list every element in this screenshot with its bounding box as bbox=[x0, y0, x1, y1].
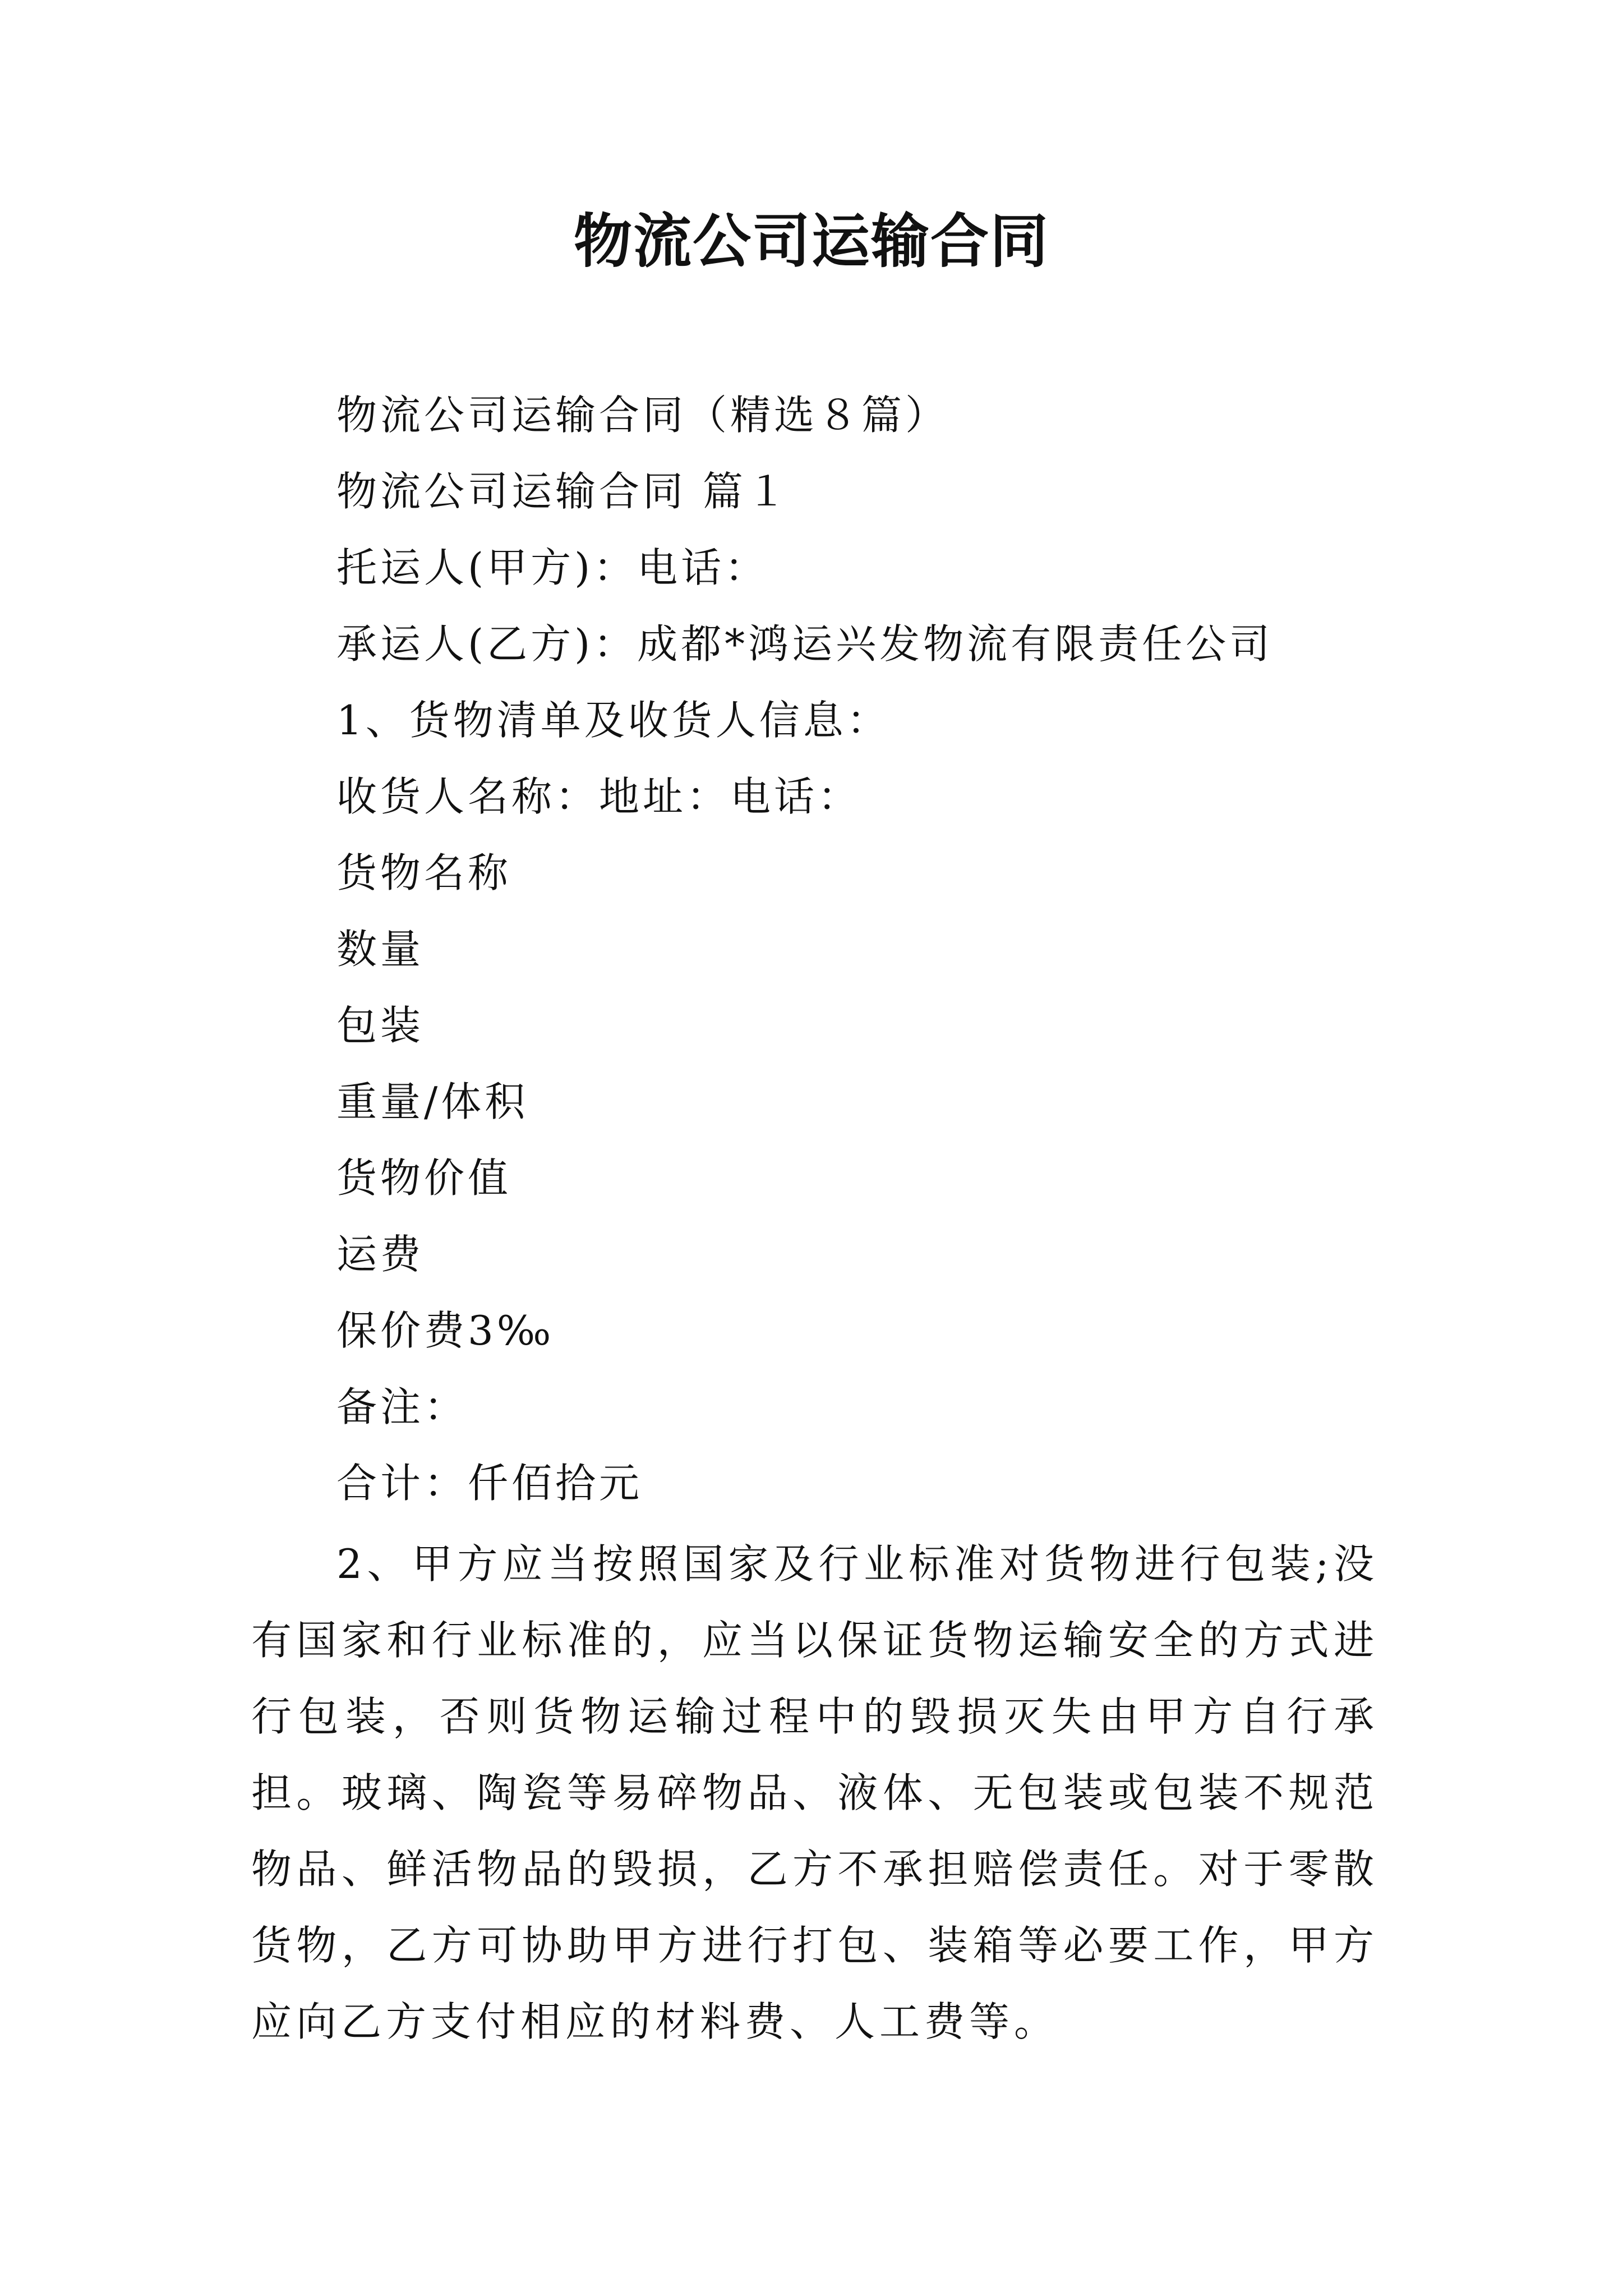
clause-2-paragraph: 2、甲方应当按照国家及行业标准对货物进行包装;没有国家和行业标准的，应当以保证货物运输安全的方式进行包装，否则货物运输过程中的毁损灭失由甲方自行承担。玻璃、陶瓷等易碎物品、液体、无包装或包装不规范物品、鲜活物品的毁损，乙方不承担赔偿责任。对于零散货物，乙方可协助甲方进行打包、装箱等必要工作，甲方应向乙方支付相应的材料费、人工费等。 bbox=[251, 1540, 1378, 2045]
document-title: 物流公司运输合同 bbox=[573, 206, 1049, 275]
subtitle-line: 物流公司运输合同（精选８篇） bbox=[336, 392, 949, 439]
weight-volume-line: 重量/体积 bbox=[336, 1078, 529, 1125]
goods-value-line: 货物价值 bbox=[336, 1154, 512, 1202]
section-heading: 物流公司运输合同 篇１ bbox=[336, 468, 790, 515]
packaging-line: 包装 bbox=[336, 1002, 425, 1049]
consignee-line: 收货人名称：地址：电话： bbox=[336, 773, 862, 820]
freight-line: 运费 bbox=[336, 1231, 425, 1278]
quantity-line: 数量 bbox=[336, 926, 425, 973]
insurance-fee-line: 保价费3‰ bbox=[336, 1307, 555, 1354]
goods-name-line: 货物名称 bbox=[336, 849, 512, 896]
total-line: 合计：仟佰拾元 bbox=[336, 1460, 643, 1507]
remarks-line: 备注： bbox=[336, 1383, 468, 1430]
shipper-line: 托运人(甲方)：电话： bbox=[336, 544, 769, 591]
clause-1-heading: 1、货物清单及收货人信息： bbox=[336, 697, 891, 744]
carrier-line: 承运人(乙方)：成都*鸿运兴发物流有限责任公司 bbox=[336, 620, 1274, 668]
